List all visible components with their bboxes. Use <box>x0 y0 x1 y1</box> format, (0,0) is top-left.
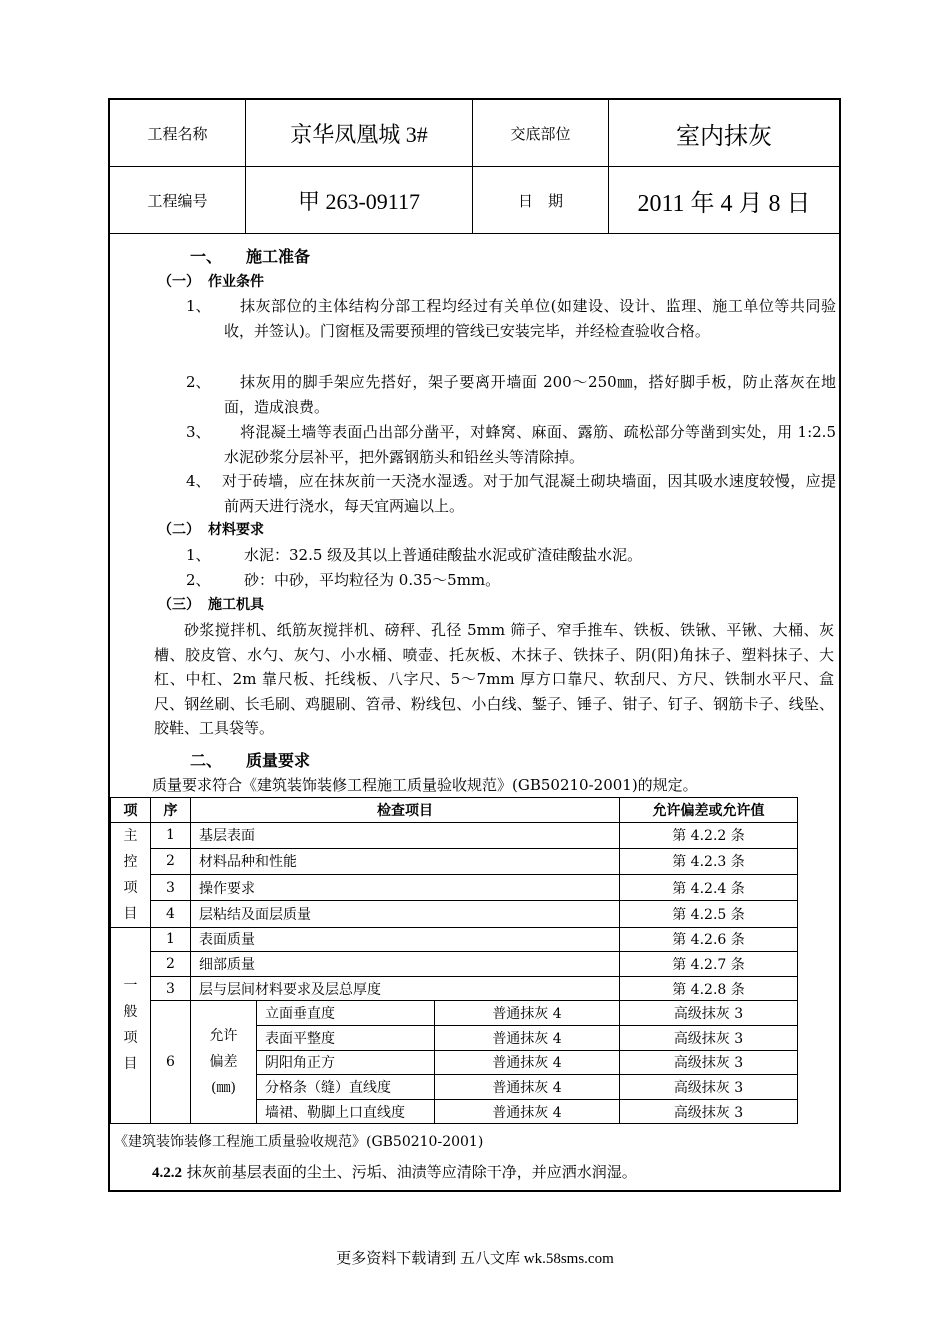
check-item-cell: 操作要求 <box>191 875 620 901</box>
sub2-title: 材料要求 <box>208 522 264 538</box>
allow-value-cell: 第 4.2.8 条 <box>620 976 798 1001</box>
mat-1-text: 水泥：32.5 级及其以上普通硅酸盐水泥或矿渣硅酸盐水泥。 <box>244 546 643 564</box>
clause-number: 4.2.2 <box>152 1165 182 1181</box>
table-row <box>111 927 798 952</box>
project-name-label: 工程名称 <box>110 100 246 166</box>
item-4-num: 4、 <box>186 472 211 490</box>
sub3-title: 施工机具 <box>208 597 264 613</box>
allow-value-cell: 第 4.2.2 条 <box>620 822 798 848</box>
section1-title: 施工准备 <box>246 247 311 266</box>
normal-plaster-cell: 普通抹灰 4 <box>435 1025 620 1050</box>
high-plaster-cell: 高级抹灰 3 <box>620 1099 798 1124</box>
quality-table <box>110 797 798 1124</box>
tolerance-item-cell: 分格条（缝）直线度 <box>257 1075 435 1100</box>
item-2-num: 2、 <box>186 373 211 391</box>
handover-part-value: 室内抹灰 <box>676 123 772 150</box>
allow-value-cell: 第 4.2.5 条 <box>620 901 798 927</box>
tolerance-seq-cell: 6 <box>151 1001 191 1124</box>
project-name-value: 京华凤凰城 3# <box>246 100 473 166</box>
high-plaster-cell: 高级抹灰 3 <box>620 1075 798 1100</box>
project-no-label: 工程编号 <box>110 167 246 233</box>
general-items-label: 一般项目 <box>111 927 151 1124</box>
item-1-text: 抹灰部位的主体结构分部工程均经过有关单位(如建设、设计、监理、施工单位等共同验收，并签认)。门窗框及需要预埋的管线已安装完毕，并经检查验收合格。 <box>224 297 836 340</box>
handover-part-label: 交底部位 <box>473 100 609 166</box>
sub2-num: （二） <box>158 522 200 538</box>
item-3-num: 3、 <box>186 423 211 441</box>
item-3-text: 将混凝土墙等表面凸出部分凿平，对蜂窝、麻面、露筋、疏松部分等凿到实处，用 1:2.5 水泥砂浆分层补平，把外露钢筋头和铅丝头等清除掉。 <box>224 423 836 466</box>
seq-cell: 4 <box>151 901 191 927</box>
sub1-num: （一） <box>158 274 200 290</box>
check-item-cell: 层粘结及面层质量 <box>191 901 620 927</box>
footer-download-note: 更多资料下载请到 五八文库 wk.58sms.com <box>336 1251 614 1267</box>
normal-plaster-cell: 普通抹灰 4 <box>435 1075 620 1100</box>
header-row-2 <box>110 167 839 234</box>
project-no-value: 甲 263-09117 <box>246 167 473 233</box>
col-item-header: 项 <box>111 798 151 823</box>
section2-title: 质量要求 <box>246 751 311 770</box>
sub3-num: （三） <box>158 597 200 613</box>
tolerance-item-cell: 墙裙、勒脚上口直线度 <box>257 1099 435 1124</box>
table-row <box>111 901 798 927</box>
item-4-text: 对于砖墙，应在抹灰前一天浇水湿透。对于加气混凝土砌块墙面，因其吸水速度较慢，应提前两天进行浇水，每天宜两遍以上。 <box>222 472 836 515</box>
table-row <box>111 822 798 848</box>
seq-cell: 1 <box>151 927 191 952</box>
header-row-1 <box>110 100 839 167</box>
main-control-label: 主控项目 <box>111 822 151 927</box>
check-item-cell: 细部质量 <box>191 952 620 977</box>
sub1-title: 作业条件 <box>208 274 264 290</box>
item-2-text: 抹灰用的脚手架应先搭好，架子要离开墙面 200～250㎜，搭好脚手板，防止落灰在地面，造成浪费。 <box>224 373 836 416</box>
tools-text: 砂浆搅拌机、纸筋灰搅拌机、磅秤、孔径 5mm 筛子、窄手推车、铁板、铁锹、平锹、大桶、灰槽、胶皮管、水勺、灰勺、小水桶、喷壶、托灰板、木抹子、铁抹子、阴(阳)角抹子、塑料抹子、大杠、中杠、2m 靠尺板、托线板、八字尺、5～7mm 厚方口靠尺、软刮尺、方尺、铁制水平尺、盒尺、钢丝刷、长毛刷、鸡腿刷、笤帚、粉线包、小白线、錾子、锤子、钳子、钉子、钢筋卡子、线坠、胶鞋、工具袋等。 <box>154 621 834 737</box>
check-item-cell: 材料品种和性能 <box>191 848 620 874</box>
seq-cell: 1 <box>151 822 191 848</box>
document-frame <box>108 98 841 1192</box>
allow-value-cell: 第 4.2.4 条 <box>620 875 798 901</box>
date-value: 2011 年 4 月 8 日 <box>637 190 811 217</box>
clause-text: 抹灰前基层表面的尘土、污垢、油渍等应清除干净，并应洒水润湿。 <box>186 1163 637 1181</box>
normal-plaster-cell: 普通抹灰 4 <box>435 1050 620 1075</box>
clause-line <box>152 1160 637 1185</box>
spec-reference: 《建筑装饰装修工程施工质量验收规范》(GB50210-2001) <box>114 1134 484 1150</box>
table-row <box>111 976 798 1001</box>
table-row <box>111 848 798 874</box>
tolerance-item-cell: 表面平整度 <box>257 1025 435 1050</box>
table-header-row <box>111 798 798 823</box>
table-row <box>111 952 798 977</box>
seq-cell: 2 <box>151 848 191 874</box>
quality-intro: 质量要求符合《建筑装饰装修工程施工质量验收规范》(GB50210-2001)的规定。 <box>152 776 698 794</box>
seq-cell: 3 <box>151 976 191 1001</box>
mat-2-text: 砂：中砂，平均粒径为 0.35～5mm。 <box>244 571 501 589</box>
section1-num: 一、 <box>190 247 223 266</box>
col-allow-header: 允许偏差或允许值 <box>620 798 798 823</box>
seq-cell: 3 <box>151 875 191 901</box>
normal-plaster-cell: 普通抹灰 4 <box>435 1099 620 1124</box>
high-plaster-cell: 高级抹灰 3 <box>620 1001 798 1026</box>
section2-num: 二、 <box>190 751 223 770</box>
date-label: 日 期 <box>473 167 609 233</box>
allow-value-cell: 第 4.2.7 条 <box>620 952 798 977</box>
high-plaster-cell: 高级抹灰 3 <box>620 1050 798 1075</box>
allow-value-cell: 第 4.2.6 条 <box>620 927 798 952</box>
mat-1-num: 1、 <box>186 546 211 564</box>
check-item-cell: 基层表面 <box>191 822 620 848</box>
table-row <box>111 875 798 901</box>
table-row <box>111 1001 798 1026</box>
check-item-cell: 层与层间材料要求及层总厚度 <box>191 976 620 1001</box>
seq-cell: 2 <box>151 952 191 977</box>
item-1-num: 1、 <box>186 297 211 315</box>
tolerance-label: 允许偏差(㎜) <box>191 1001 257 1124</box>
tolerance-item-cell: 阴阳角正方 <box>257 1050 435 1075</box>
normal-plaster-cell: 普通抹灰 4 <box>435 1001 620 1026</box>
high-plaster-cell: 高级抹灰 3 <box>620 1025 798 1050</box>
tolerance-item-cell: 立面垂直度 <box>257 1001 435 1026</box>
mat-2-num: 2、 <box>186 571 211 589</box>
col-check-header: 检查项目 <box>191 798 620 823</box>
check-item-cell: 表面质量 <box>191 927 620 952</box>
allow-value-cell: 第 4.2.3 条 <box>620 848 798 874</box>
col-seq-header: 序 <box>151 798 191 823</box>
